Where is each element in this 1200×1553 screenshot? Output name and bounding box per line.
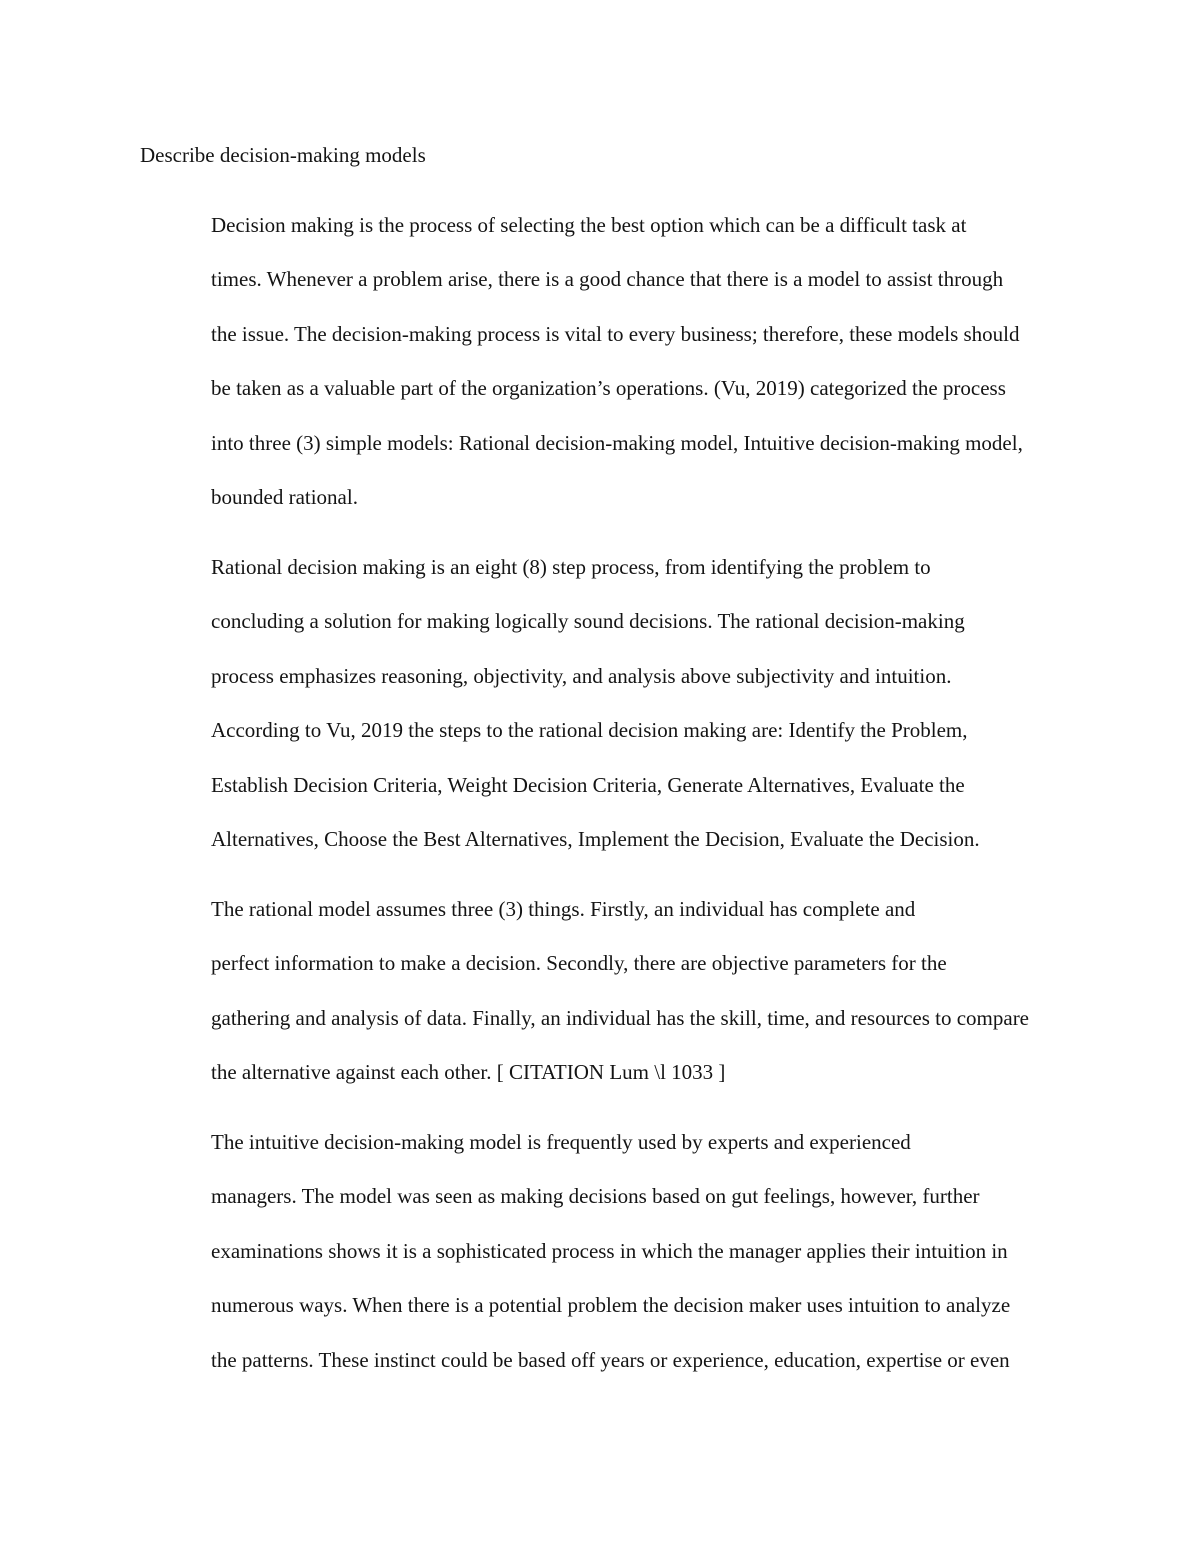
paragraph-line: Decision making is the process of selecting the best option which can be a difficult task at xyxy=(211,212,967,237)
paragraph-line: the alternative against each other. [ CITATION Lum \l 1033 ] xyxy=(211,1060,726,1084)
paragraph-line: process emphasizes reasoning, objectivity, and analysis above subjectivity and intuition. xyxy=(211,663,952,688)
paragraph-line: times. Whenever a problem arise, there is a good chance that there is a model to assist through xyxy=(211,267,1004,291)
paragraph-line: Establish Decision Criteria, Weight Decision Criteria, Generate Alternatives, Evaluate the xyxy=(211,772,965,797)
paragraph-intuitive-decision-making xyxy=(140,1115,1070,1388)
paragraph-decision-making-intro xyxy=(140,198,1070,525)
paragraph-line: the patterns. These instinct could be based off years or experience, education, expertise or even xyxy=(211,1347,1010,1372)
paragraph-rational-decision-making xyxy=(140,540,1070,867)
paragraph-line: be taken as a valuable part of the organization’s operations. (Vu, 2019) categorized the process xyxy=(211,376,1006,400)
paragraph-line: Alternatives, Choose the Best Alternatives, Implement the Decision, Evaluate the Decision. xyxy=(211,827,980,851)
paragraph-line: gathering and analysis of data. Finally, an individual has the skill, time, and resources to compare xyxy=(211,1005,1030,1030)
paragraph-line: examinations shows it is a sophisticated process in which the manager applies their intuition in xyxy=(211,1238,1008,1263)
document-title: Describe decision-making models xyxy=(140,143,426,167)
paragraph-line: Rational decision making is an eight (8) step process, from identifying the problem to xyxy=(211,554,931,579)
paragraph-line: perfect information to make a decision. Secondly, there are objective parameters for the xyxy=(211,951,947,975)
paragraph-line: numerous ways. When there is a potential problem the decision maker uses intuition to analyze xyxy=(211,1293,1011,1317)
paragraph-line: The rational model assumes three (3) things. Firstly, an individual has complete and xyxy=(211,896,916,921)
paragraph-line: concluding a solution for making logically sound decisions. The rational decision-making xyxy=(211,609,965,633)
paragraph-line: the issue. The decision-making process is vital to every business; therefore, these models should xyxy=(211,321,1020,346)
document-body xyxy=(140,128,1070,1402)
paragraph-line: According to Vu, 2019 the steps to the rational decision making are: Identify the Problem, xyxy=(211,718,968,742)
paragraph-line: The intuitive decision-making model is frequently used by experts and experienced xyxy=(211,1129,911,1154)
paragraph-rational-model-assumptions xyxy=(140,882,1070,1100)
paragraph-line: bounded rational. xyxy=(211,485,358,509)
paragraph-line: managers. The model was seen as making decisions based on gut feelings, however, further xyxy=(211,1184,980,1208)
paragraph-line: into three (3) simple models: Rational decision-making model, Intuitive decision-making model, xyxy=(211,430,1023,455)
